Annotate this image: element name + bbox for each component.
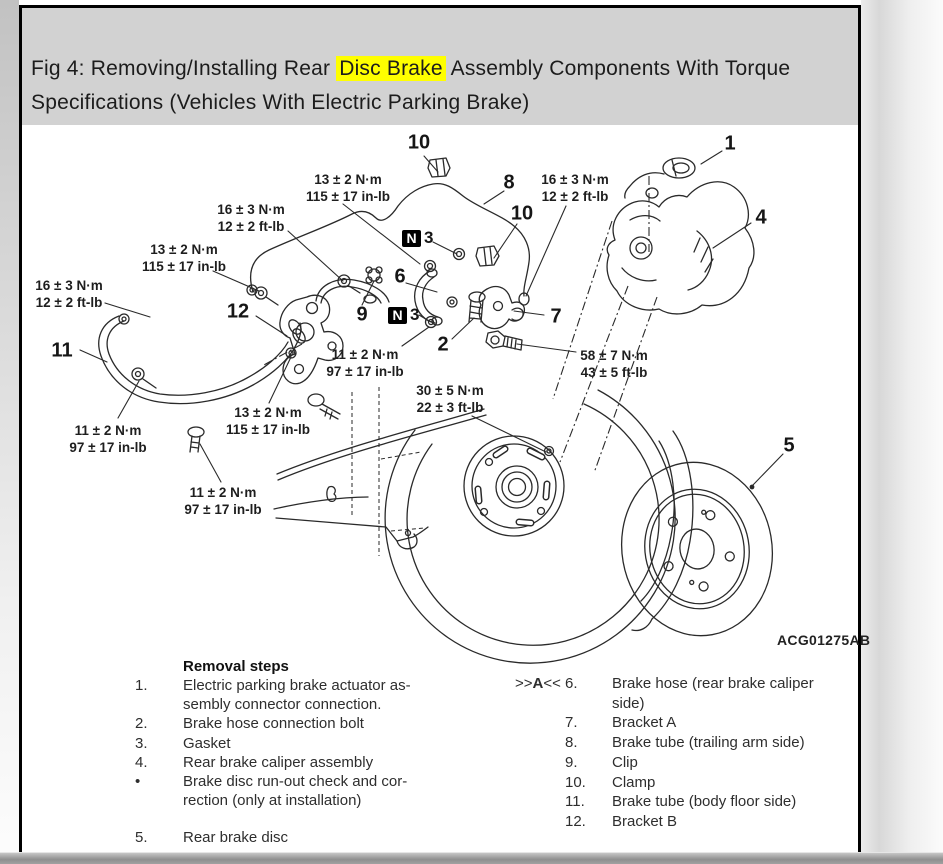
part-label-10b: 10 xyxy=(510,202,534,225)
torque-callout: 16 ± 3 N·m 12 ± 2 ft-lb xyxy=(35,278,103,310)
list-item: 9. Clip xyxy=(565,753,638,771)
list-item: 1. Electric parking brake actuator as- sembly connector connection. xyxy=(135,677,411,714)
removal-steps-heading: Removal steps xyxy=(183,658,289,675)
horizontal-scrollbar[interactable] xyxy=(0,852,943,864)
part-label-1: 1 xyxy=(724,132,736,155)
removal-steps-list xyxy=(135,658,475,848)
part-label-6: 6 xyxy=(394,265,406,288)
part-label-5: 5 xyxy=(783,434,795,457)
list-item: 12. Bracket B xyxy=(565,812,678,830)
list-item: 2. Brake hose connection bolt xyxy=(135,715,364,733)
list-item: 3. Gasket xyxy=(135,734,231,752)
part-label-7: 7 xyxy=(550,305,562,328)
page-edge-shadow-left xyxy=(0,0,19,864)
list-item: 6. Brake hose (rear brake caliper side) xyxy=(565,675,814,712)
part-label-11: 11 xyxy=(51,339,73,362)
torque-callout: 11 ± 2 N·m 97 ± 17 in-lb xyxy=(184,485,262,517)
title-highlight: Disc Brake xyxy=(336,56,446,81)
part-label-4: 4 xyxy=(755,206,767,229)
list-item: 11. Brake tube (body floor side) xyxy=(565,793,797,811)
torque-callout: 16 ± 3 N·m 12 ± 2 ft-lb xyxy=(217,202,285,234)
torque-callout: 13 ± 2 N·m 115 ± 17 in-lb xyxy=(226,405,310,437)
part-label-2: 2 xyxy=(437,333,449,356)
list-item: 7. Bracket A xyxy=(565,714,677,732)
torque-callout: 13 ± 2 N·m 115 ± 17 in-lb xyxy=(142,242,226,274)
parts-list-rows xyxy=(565,674,845,832)
note-symbol-n3: N 3 xyxy=(402,228,433,248)
torque-callout: 11 ± 2 N·m 97 ± 17 in-lb xyxy=(326,347,404,379)
torque-callout: 30 ± 5 N·m 22 ± 3 ft-lb xyxy=(416,383,484,415)
drawing-code: ACG01275AB xyxy=(777,632,871,648)
part-label-8: 8 xyxy=(503,171,515,194)
n-box-icon: N xyxy=(402,230,421,247)
list-item: 8. Brake tube (trailing arm side) xyxy=(565,734,805,752)
view-marker-a: >>A<< xyxy=(515,675,561,692)
list-item: 10. Clamp xyxy=(565,773,656,791)
title-suffix: Assembly Components With Torque Specifications (Vehicles With Electric Parking Brake) xyxy=(31,57,791,114)
part-label-12: 12 xyxy=(226,300,250,323)
title-prefix: Fig 4: Removing/Installing Rear xyxy=(31,57,337,80)
torque-callout: 13 ± 2 N·m 115 ± 17 in-lb xyxy=(306,172,390,204)
page-edge-shadow-right xyxy=(861,0,943,864)
list-item: 5. Rear brake disc xyxy=(135,829,289,847)
figure-page xyxy=(19,5,871,864)
part-label-10: 10 xyxy=(407,131,431,154)
torque-callout: 16 ± 3 N·m 12 ± 2 ft-lb xyxy=(541,172,609,204)
torque-callout: 11 ± 2 N·m 97 ± 17 in-lb xyxy=(69,423,147,455)
note-symbol-n3: N 3 xyxy=(388,305,419,325)
list-item: 4. Rear brake caliper assembly xyxy=(135,753,374,771)
part-label-9: 9 xyxy=(356,303,368,326)
list-item: • Brake disc run-out check and cor- rection (only at installation) xyxy=(135,773,408,810)
parts-list xyxy=(515,674,845,832)
n-box-icon: N xyxy=(388,307,407,324)
torque-callout: 58 ± 7 N·m 43 ± 5 ft-lb xyxy=(580,348,648,380)
